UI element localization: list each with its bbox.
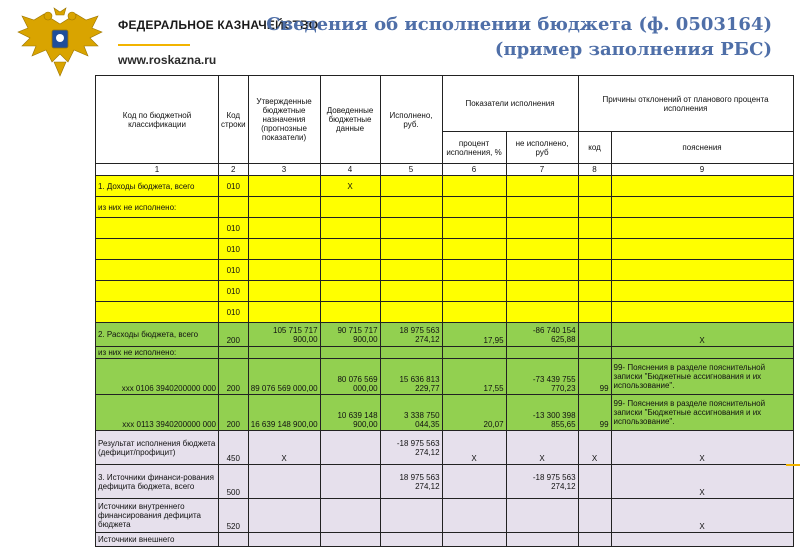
- page-subtitle: (пример заполнения РБС): [494, 39, 772, 60]
- row-not-executed: -73 439 755 770,23: [506, 359, 578, 395]
- row-reason-code: 99: [578, 395, 611, 431]
- row-name: из них не исполнено:: [96, 347, 219, 359]
- row-assigned: Х: [320, 176, 380, 197]
- budget-table: [95, 75, 794, 547]
- row-name: Источники внешнего: [96, 533, 219, 547]
- row-percent: Х: [442, 431, 506, 465]
- accent-line: [786, 464, 800, 466]
- row-approved: 89 076 569 000,00: [248, 359, 320, 395]
- row-approved: 105 715 717 900,00: [248, 323, 320, 347]
- org-underline: [118, 44, 190, 46]
- row-code: 010: [219, 176, 249, 197]
- org-name: ФЕДЕРАЛЬНОЕ КАЗНАЧЕЙСТВО: [118, 18, 319, 32]
- row-code: 010: [219, 302, 249, 323]
- table-row: [96, 260, 794, 281]
- row-explanation: Х: [611, 465, 793, 499]
- col-number: 5: [380, 164, 442, 176]
- row-code: 010: [219, 260, 249, 281]
- row-not-executed: Х: [506, 431, 578, 465]
- row-name: из них не исполнено:: [96, 197, 219, 218]
- header-row-code: Код строки: [219, 76, 249, 164]
- row-approved: 16 639 148 900,00: [248, 395, 320, 431]
- row-code: 010: [219, 239, 249, 260]
- row-code: 200: [219, 359, 249, 395]
- table-row: [96, 323, 794, 347]
- col-number: 2: [219, 164, 249, 176]
- row-code: 520: [219, 499, 249, 533]
- double-headed-eagle-emblem-icon: [14, 6, 106, 78]
- row-code: 450: [219, 431, 249, 465]
- page-title: Сведения об исполнении бюджета (ф. 0503164): [266, 14, 772, 35]
- row-name: 3. Источники финанси-рования дефицита бюджета, всего: [96, 465, 219, 499]
- row-name: 2. Расходы бюджета, всего: [96, 323, 219, 347]
- row-assigned: 90 715 717 900,00: [320, 323, 380, 347]
- column-numbers-row: [96, 164, 794, 176]
- table-row: [96, 281, 794, 302]
- row-percent: 17,55: [442, 359, 506, 395]
- row-explanation: Х: [611, 431, 793, 465]
- col-number: 8: [578, 164, 611, 176]
- row-code: 010: [219, 281, 249, 302]
- header-approved: Утвержденные бюджетные назначения (прогнозные показатели): [248, 76, 320, 164]
- row-assigned: 10 639 148 900,00: [320, 395, 380, 431]
- col-number: 6: [442, 164, 506, 176]
- table-row: [96, 197, 794, 218]
- row-not-executed: -18 975 563 274,12: [506, 465, 578, 499]
- table-row: [96, 499, 794, 533]
- header-explanation: пояснения: [611, 132, 793, 164]
- col-number: 3: [248, 164, 320, 176]
- table-row: [96, 359, 794, 395]
- row-reason-code: Х: [578, 431, 611, 465]
- row-reason-code: 99: [578, 359, 611, 395]
- row-name: Результат исполнения бюджета (дефицит/профицит): [96, 431, 219, 465]
- row-explanation: Х: [611, 323, 793, 347]
- header-reason-code: код: [578, 132, 611, 164]
- table-row: [96, 176, 794, 197]
- header-reasons: Причины отклонений от планового процента исполнения: [578, 76, 793, 132]
- header-assigned: Доведенные бюджетные данные: [320, 76, 380, 164]
- header-executed: Исполнено, руб.: [380, 76, 442, 164]
- table-row: [96, 533, 794, 547]
- row-executed: 18 975 563 274,12: [380, 323, 442, 347]
- row-executed: -18 975 563 274,12: [380, 431, 442, 465]
- header-not-executed: не исполнено, руб: [506, 132, 578, 164]
- row-assigned: 80 076 569 000,00: [320, 359, 380, 395]
- header-percent: процент исполнения, %: [442, 132, 506, 164]
- org-url: www.roskazna.ru: [118, 53, 217, 67]
- header-code: Код по бюджетной классификации: [96, 76, 219, 164]
- row-code: 200: [219, 395, 249, 431]
- row-name: Источники внутреннего финансирования дефицита бюджета: [96, 499, 219, 533]
- table-row: [96, 239, 794, 260]
- table-row: [96, 395, 794, 431]
- row-executed: 18 975 563 274,12: [380, 465, 442, 499]
- header-indicators: Показатели исполнения: [442, 76, 578, 132]
- row-percent: 17,95: [442, 323, 506, 347]
- col-number: 4: [320, 164, 380, 176]
- row-name: xxx 0106 3940200000 000: [96, 359, 219, 395]
- table-row: [96, 218, 794, 239]
- header-row-1: [96, 76, 794, 132]
- row-executed: 3 338 750 044,35: [380, 395, 442, 431]
- col-number: 1: [96, 164, 219, 176]
- row-code: 010: [219, 218, 249, 239]
- row-not-executed: -86 740 154 625,88: [506, 323, 578, 347]
- row-percent: 20,07: [442, 395, 506, 431]
- row-explanation: 99- Пояснения в разделе пояснительной записки "Бюджетные ассигнования и их использование".: [611, 359, 793, 395]
- row-executed: 15 636 813 229,77: [380, 359, 442, 395]
- row-code: 500: [219, 465, 249, 499]
- page-header: [0, 0, 800, 75]
- row-name: 1. Доходы бюджета, всего: [96, 176, 219, 197]
- table-row: [96, 347, 794, 359]
- row-code: 200: [219, 323, 249, 347]
- row-explanation: Х: [611, 499, 793, 533]
- row-not-executed: -13 300 398 855,65: [506, 395, 578, 431]
- table-row: [96, 465, 794, 499]
- table-row: [96, 431, 794, 465]
- row-name: xxx 0113 3940200000 000: [96, 395, 219, 431]
- col-number: 9: [611, 164, 793, 176]
- table-row: [96, 302, 794, 323]
- row-approved: Х: [248, 431, 320, 465]
- col-number: 7: [506, 164, 578, 176]
- row-explanation: 99- Пояснения в разделе пояснительной записки "Бюджетные ассигнования и их использование".: [611, 395, 793, 431]
